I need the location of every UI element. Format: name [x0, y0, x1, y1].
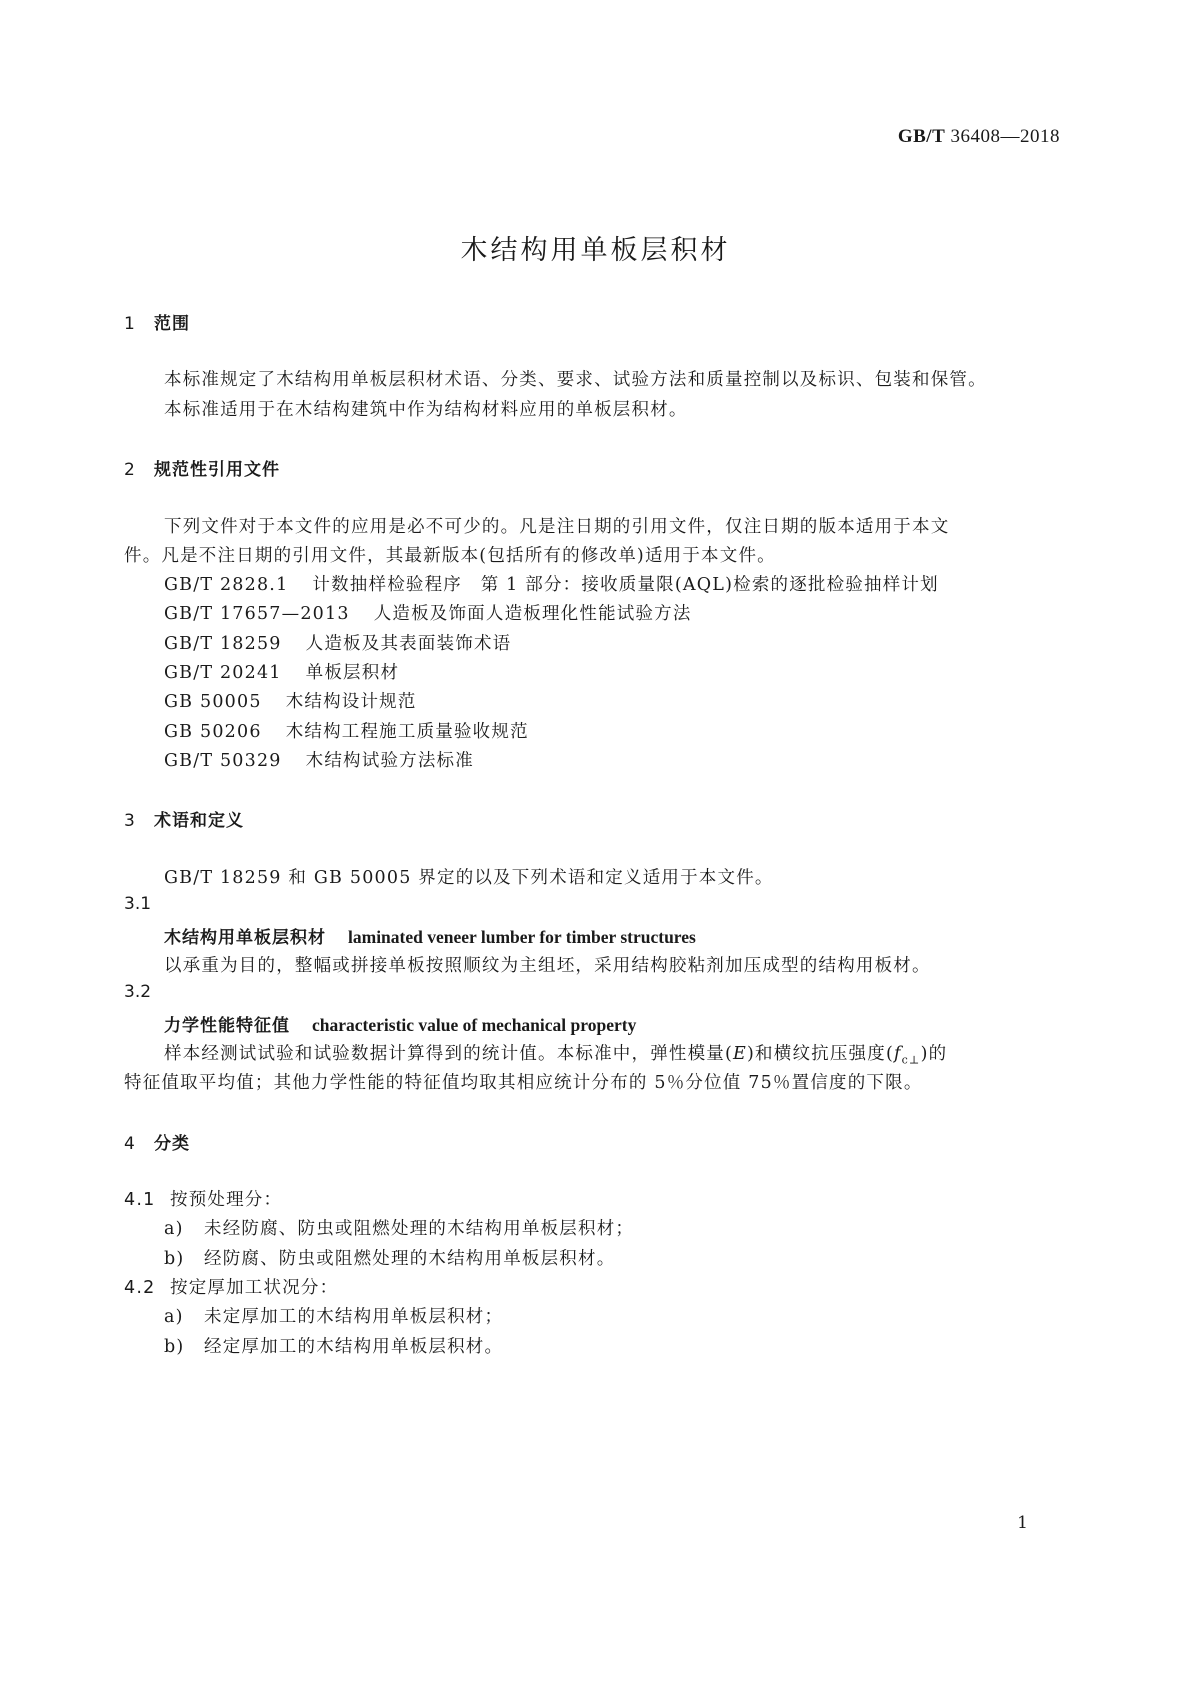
section-heading-4: 4 分类	[124, 1134, 190, 1154]
document-title: 木结构用单板层积材	[460, 235, 731, 266]
paragraph: 本标准规定了木结构用单板层积材术语、分类、要求、试验方法和质量控制以及标识、包装和保管。	[164, 370, 987, 390]
paragraph: 下列文件对于本文件的应用是必不可少的。凡是注日期的引用文件，仅注日期的版本适用于本文	[164, 517, 950, 537]
list-item: b) 经防腐、防虫或阻燃处理的木结构用单板层积材。	[164, 1249, 616, 1269]
reference-item: GB 50005 木结构设计规范	[164, 692, 417, 712]
clause: 4.1 按预处理分：	[124, 1190, 283, 1210]
list-item: a) 未经防腐、防虫或阻燃处理的木结构用单板层积材；	[164, 1219, 635, 1239]
clause: 4.2 按定厚加工状况分：	[124, 1278, 339, 1298]
paragraph: GB/T 18259 和 GB 50005 界定的以及下列术语和定义适用于本文件。	[164, 868, 774, 888]
standard-code: GB/T 36408—2018	[897, 126, 1060, 147]
term-heading: 木结构用单板层积材 laminated veneer lumber for timber structures	[164, 927, 696, 948]
reference-item: GB/T 17657—2013 人造板及饰面人造板理化性能试验方法	[164, 604, 692, 624]
paragraph: 件。凡是不注日期的引用文件，其最新版本(包括所有的修改单)适用于本文件。	[124, 546, 776, 566]
reference-item: GB/T 50329 木结构试验方法标准	[164, 751, 474, 771]
paragraph: 本标准适用于在木结构建筑中作为结构材料应用的单板层积材。	[164, 400, 688, 420]
reference-item: GB/T 18259 人造板及其表面装饰术语	[164, 634, 512, 654]
list-item: a) 未定厚加工的木结构用单板层积材；	[164, 1307, 504, 1327]
section-heading-1: 1 范围	[124, 314, 190, 334]
page-number: 1	[1017, 1513, 1028, 1533]
term-definition: 以承重为目的，整幅或拼接单板按照顺纹为主组坯，采用结构胶粘剂加压成型的结构用板材。	[164, 956, 931, 976]
reference-item: GB/T 2828.1 计数抽样检验程序 第 1 部分：接收质量限(AQL)检索的逐批检验抽样计划	[164, 575, 939, 595]
reference-item: GB/T 20241 单板层积材	[164, 663, 400, 683]
list-item: b) 经定厚加工的木结构用单板层积材。	[164, 1337, 504, 1357]
term-definition: 样本经测试试验和试验数据计算得到的统计值。本标准中，弹性模量(E)和横纹抗压强度$(f_{c\perp})$的	[164, 1044, 948, 1067]
reference-item: GB 50206 木结构工程施工质量验收规范	[164, 722, 529, 742]
term-number: 3.1	[124, 894, 152, 914]
term-definition: 特征值取平均值；其他力学性能的特征值均取其相应统计分布的 5％分位值 75％置信度的下限。	[124, 1073, 923, 1093]
section-heading-2: 2 规范性引用文件	[124, 460, 280, 480]
term-number: 3.2	[124, 982, 152, 1002]
section-heading-3: 3 术语和定义	[124, 811, 244, 831]
term-heading: 力学性能特征值 characteristic value of mechanical property	[164, 1015, 637, 1036]
